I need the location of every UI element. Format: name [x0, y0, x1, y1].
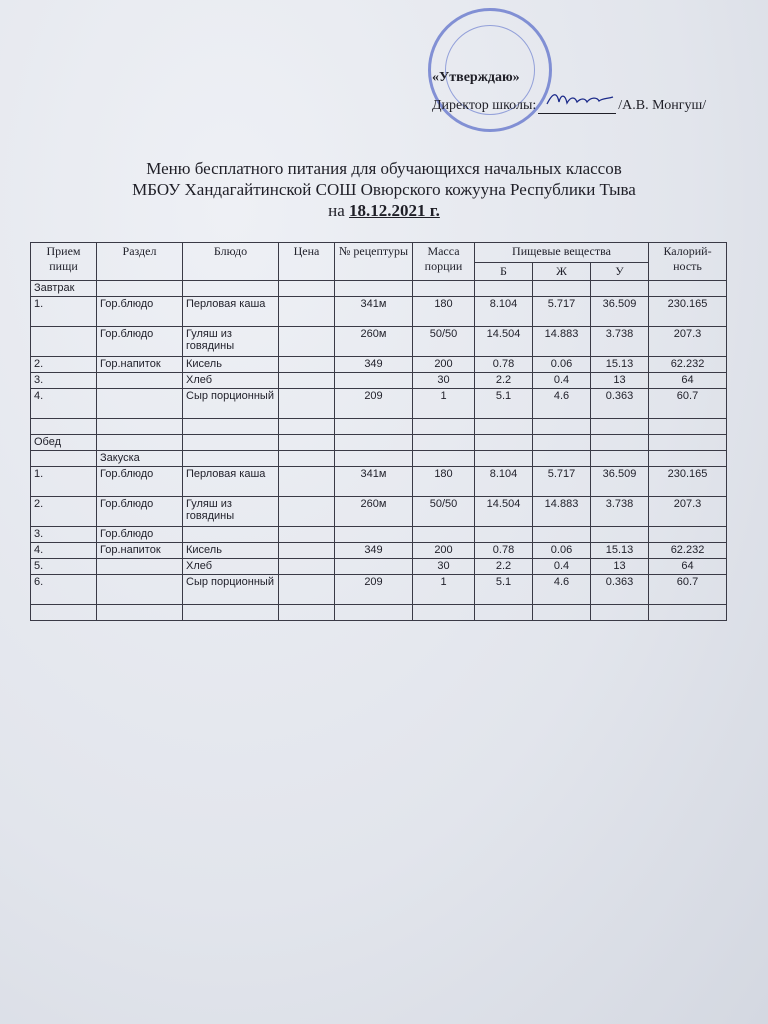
- carbs-cell: [591, 527, 649, 543]
- section-cell: Гор.блюдо: [97, 327, 183, 357]
- empty-cell: [475, 451, 533, 467]
- price-cell: [279, 497, 335, 527]
- empty-cell: [31, 419, 97, 435]
- calories-cell: 207.3: [649, 497, 727, 527]
- table-row: [31, 297, 727, 327]
- col-fat: Ж: [533, 263, 591, 281]
- portion-mass-cell: 30: [413, 559, 475, 575]
- price-cell: [279, 559, 335, 575]
- price-cell: [279, 575, 335, 605]
- approve-label: «Утверждаю»: [432, 70, 520, 85]
- price-cell: [279, 327, 335, 357]
- recipe-number-cell: 349: [335, 543, 413, 559]
- table-row: [31, 559, 727, 575]
- empty-cell: [97, 419, 183, 435]
- row-number-cell: [31, 327, 97, 357]
- empty-cell: [591, 451, 649, 467]
- empty-cell: [591, 281, 649, 297]
- section-cell: [97, 373, 183, 389]
- carbs-cell: 13: [591, 559, 649, 575]
- empty-cell: [31, 451, 97, 467]
- protein-cell: 14.504: [475, 497, 533, 527]
- breakfast-row-label: Завтрак: [31, 281, 97, 297]
- empty-cell: [533, 605, 591, 621]
- fat-cell: 0.4: [533, 373, 591, 389]
- empty-cell: [335, 435, 413, 451]
- price-cell: [279, 389, 335, 419]
- empty-cell: [649, 451, 727, 467]
- recipe-number-cell: 260м: [335, 327, 413, 357]
- portion-mass-cell: 200: [413, 543, 475, 559]
- empty-cell: [335, 419, 413, 435]
- empty-cell: [413, 281, 475, 297]
- breakfast-row: [31, 281, 727, 297]
- col-calories: Калорий-ность: [649, 243, 727, 281]
- fat-cell: 4.6: [533, 389, 591, 419]
- carbs-cell: 15.13: [591, 543, 649, 559]
- row-number-cell: 4.: [31, 389, 97, 419]
- empty-cell: [183, 281, 279, 297]
- empty-cell: [649, 281, 727, 297]
- dish-cell: Кисель: [183, 543, 279, 559]
- doc-title-line2: МБОУ Хандагайтинской СОШ Овюрского кожууна Республики Тыва: [132, 180, 636, 199]
- empty-cell: [649, 605, 727, 621]
- section-cell: Гор.блюдо: [97, 527, 183, 543]
- col-price: Цена: [279, 243, 335, 281]
- calories-cell: 207.3: [649, 327, 727, 357]
- empty-cell: [335, 605, 413, 621]
- recipe-number-cell: 349: [335, 357, 413, 373]
- handwritten-signature: [545, 88, 615, 110]
- section-cell: Гор.блюдо: [97, 467, 183, 497]
- calories-cell: [649, 527, 727, 543]
- carbs-cell: 36.509: [591, 467, 649, 497]
- table-row: [31, 543, 727, 559]
- empty-cell: [97, 281, 183, 297]
- col-protein: Б: [475, 263, 533, 281]
- table-row: [31, 357, 727, 373]
- recipe-number-cell: 209: [335, 575, 413, 605]
- empty-cell: [279, 451, 335, 467]
- dish-cell: Сыр порционный: [183, 389, 279, 419]
- fat-cell: 0.06: [533, 357, 591, 373]
- menu-table-body: [31, 281, 727, 621]
- section-cell: Гор.блюдо: [97, 297, 183, 327]
- empty-cell: [279, 605, 335, 621]
- dish-cell: Кисель: [183, 357, 279, 373]
- recipe-number-cell: [335, 559, 413, 575]
- empty-cell: [533, 419, 591, 435]
- row-number-cell: 6.: [31, 575, 97, 605]
- fat-cell: 4.6: [533, 575, 591, 605]
- protein-cell: 2.2: [475, 373, 533, 389]
- empty-cell: [183, 451, 279, 467]
- empty-cell: [649, 419, 727, 435]
- table-row: [31, 467, 727, 497]
- empty-cell: [183, 419, 279, 435]
- portion-mass-cell: 180: [413, 467, 475, 497]
- section-cell: Гор.блюдо: [97, 497, 183, 527]
- calories-cell: 62.232: [649, 543, 727, 559]
- dish-cell: Перловая каша: [183, 467, 279, 497]
- director-label: Директор школы:: [432, 98, 537, 113]
- col-nutrients: Пищевые вещества: [475, 243, 649, 263]
- row-number-cell: 2.: [31, 497, 97, 527]
- dish-cell: [183, 527, 279, 543]
- empty-cell: [533, 451, 591, 467]
- portion-mass-cell: 50/50: [413, 497, 475, 527]
- empty-cell: [533, 281, 591, 297]
- portion-mass-cell: [413, 527, 475, 543]
- recipe-number-cell: 209: [335, 389, 413, 419]
- portion-mass-cell: 1: [413, 389, 475, 419]
- col-dish: Блюдо: [183, 243, 279, 281]
- section-cell: [97, 559, 183, 575]
- price-cell: [279, 373, 335, 389]
- empty-cell: [475, 419, 533, 435]
- snack-label: Закуска: [97, 451, 183, 467]
- doc-title-line1: Меню бесплатного питания для обучающихся начальных классов: [146, 159, 622, 178]
- carbs-cell: 36.509: [591, 297, 649, 327]
- portion-mass-cell: 200: [413, 357, 475, 373]
- row-number-cell: 1.: [31, 467, 97, 497]
- price-cell: [279, 543, 335, 559]
- calories-cell: 60.7: [649, 575, 727, 605]
- empty-cell: [591, 605, 649, 621]
- protein-cell: 5.1: [475, 389, 533, 419]
- protein-cell: [475, 527, 533, 543]
- row-number-cell: 3.: [31, 527, 97, 543]
- empty-cell: [183, 605, 279, 621]
- portion-mass-cell: 180: [413, 297, 475, 327]
- fat-cell: 5.717: [533, 467, 591, 497]
- snack-row: [31, 451, 727, 467]
- portion-mass-cell: 50/50: [413, 327, 475, 357]
- protein-cell: 2.2: [475, 559, 533, 575]
- recipe-number-cell: [335, 373, 413, 389]
- protein-cell: 8.104: [475, 467, 533, 497]
- col-recipe: № рецептуры: [335, 243, 413, 281]
- calories-cell: 62.232: [649, 357, 727, 373]
- dish-cell: Хлеб: [183, 373, 279, 389]
- calories-cell: 64: [649, 373, 727, 389]
- lunch-row-label: Обед: [31, 435, 97, 451]
- section-cell: Гор.напиток: [97, 543, 183, 559]
- empty-cell: [97, 435, 183, 451]
- empty-cell: [97, 605, 183, 621]
- recipe-number-cell: 341м: [335, 297, 413, 327]
- table-row: [31, 575, 727, 605]
- row-number-cell: 1.: [31, 297, 97, 327]
- fat-cell: 5.717: [533, 297, 591, 327]
- empty-cell: [279, 281, 335, 297]
- empty-cell: [335, 281, 413, 297]
- empty-cell: [413, 605, 475, 621]
- dish-cell: Сыр порционный: [183, 575, 279, 605]
- price-cell: [279, 297, 335, 327]
- table-row: [31, 497, 727, 527]
- table-row: [31, 373, 727, 389]
- empty-cell: [413, 435, 475, 451]
- carbs-cell: 15.13: [591, 357, 649, 373]
- price-cell: [279, 357, 335, 373]
- price-cell: [279, 467, 335, 497]
- price-cell: [279, 527, 335, 543]
- empty-cell: [279, 419, 335, 435]
- carbs-cell: 3.738: [591, 497, 649, 527]
- carbs-cell: 13: [591, 373, 649, 389]
- empty-cell: [413, 451, 475, 467]
- dish-cell: Хлеб: [183, 559, 279, 575]
- row-number-cell: 2.: [31, 357, 97, 373]
- carbs-cell: 0.363: [591, 575, 649, 605]
- table-row: [31, 327, 727, 357]
- empty-cell: [279, 435, 335, 451]
- empty-cell: [475, 435, 533, 451]
- empty-row: [31, 605, 727, 621]
- date-prefix: на: [328, 201, 345, 220]
- empty-cell: [591, 419, 649, 435]
- empty-cell: [533, 435, 591, 451]
- protein-cell: 14.504: [475, 327, 533, 357]
- portion-mass-cell: 1: [413, 575, 475, 605]
- empty-cell: [475, 281, 533, 297]
- col-carbs: У: [591, 263, 649, 281]
- row-number-cell: 4.: [31, 543, 97, 559]
- empty-cell: [475, 605, 533, 621]
- section-cell: [97, 575, 183, 605]
- fat-cell: 14.883: [533, 327, 591, 357]
- portion-mass-cell: 30: [413, 373, 475, 389]
- doc-title-line3: [0, 200, 768, 221]
- calories-cell: 60.7: [649, 389, 727, 419]
- fat-cell: 14.883: [533, 497, 591, 527]
- recipe-number-cell: 260м: [335, 497, 413, 527]
- calories-cell: 230.165: [649, 297, 727, 327]
- lunch-row: [31, 435, 727, 451]
- recipe-number-cell: 341м: [335, 467, 413, 497]
- row-number-cell: 5.: [31, 559, 97, 575]
- calories-cell: 230.165: [649, 467, 727, 497]
- empty-cell: [183, 435, 279, 451]
- dish-cell: Гуляш из говядины: [183, 327, 279, 357]
- section-cell: Гор.напиток: [97, 357, 183, 373]
- calories-cell: 64: [649, 559, 727, 575]
- empty-cell: [413, 419, 475, 435]
- dish-cell: Гуляш из говядины: [183, 497, 279, 527]
- empty-row: [31, 419, 727, 435]
- protein-cell: 5.1: [475, 575, 533, 605]
- carbs-cell: 0.363: [591, 389, 649, 419]
- fat-cell: 0.06: [533, 543, 591, 559]
- director-name: /А.В. Монгуш/: [618, 98, 707, 113]
- protein-cell: 0.78: [475, 357, 533, 373]
- carbs-cell: 3.738: [591, 327, 649, 357]
- dish-cell: Перловая каша: [183, 297, 279, 327]
- menu-date: 18.12.2021 г.: [349, 201, 440, 220]
- col-section: Раздел: [97, 243, 183, 281]
- empty-cell: [335, 451, 413, 467]
- fat-cell: 0.4: [533, 559, 591, 575]
- section-cell: [97, 389, 183, 419]
- col-mass: Масса порции: [413, 243, 475, 281]
- header-row: [31, 243, 727, 263]
- protein-cell: 8.104: [475, 297, 533, 327]
- empty-cell: [31, 605, 97, 621]
- protein-cell: 0.78: [475, 543, 533, 559]
- col-meal: Прием пищи: [31, 243, 97, 281]
- empty-cell: [591, 435, 649, 451]
- empty-cell: [649, 435, 727, 451]
- fat-cell: [533, 527, 591, 543]
- recipe-number-cell: [335, 527, 413, 543]
- table-row: [31, 527, 727, 543]
- table-row: [31, 389, 727, 419]
- row-number-cell: 3.: [31, 373, 97, 389]
- menu-table: [30, 242, 727, 621]
